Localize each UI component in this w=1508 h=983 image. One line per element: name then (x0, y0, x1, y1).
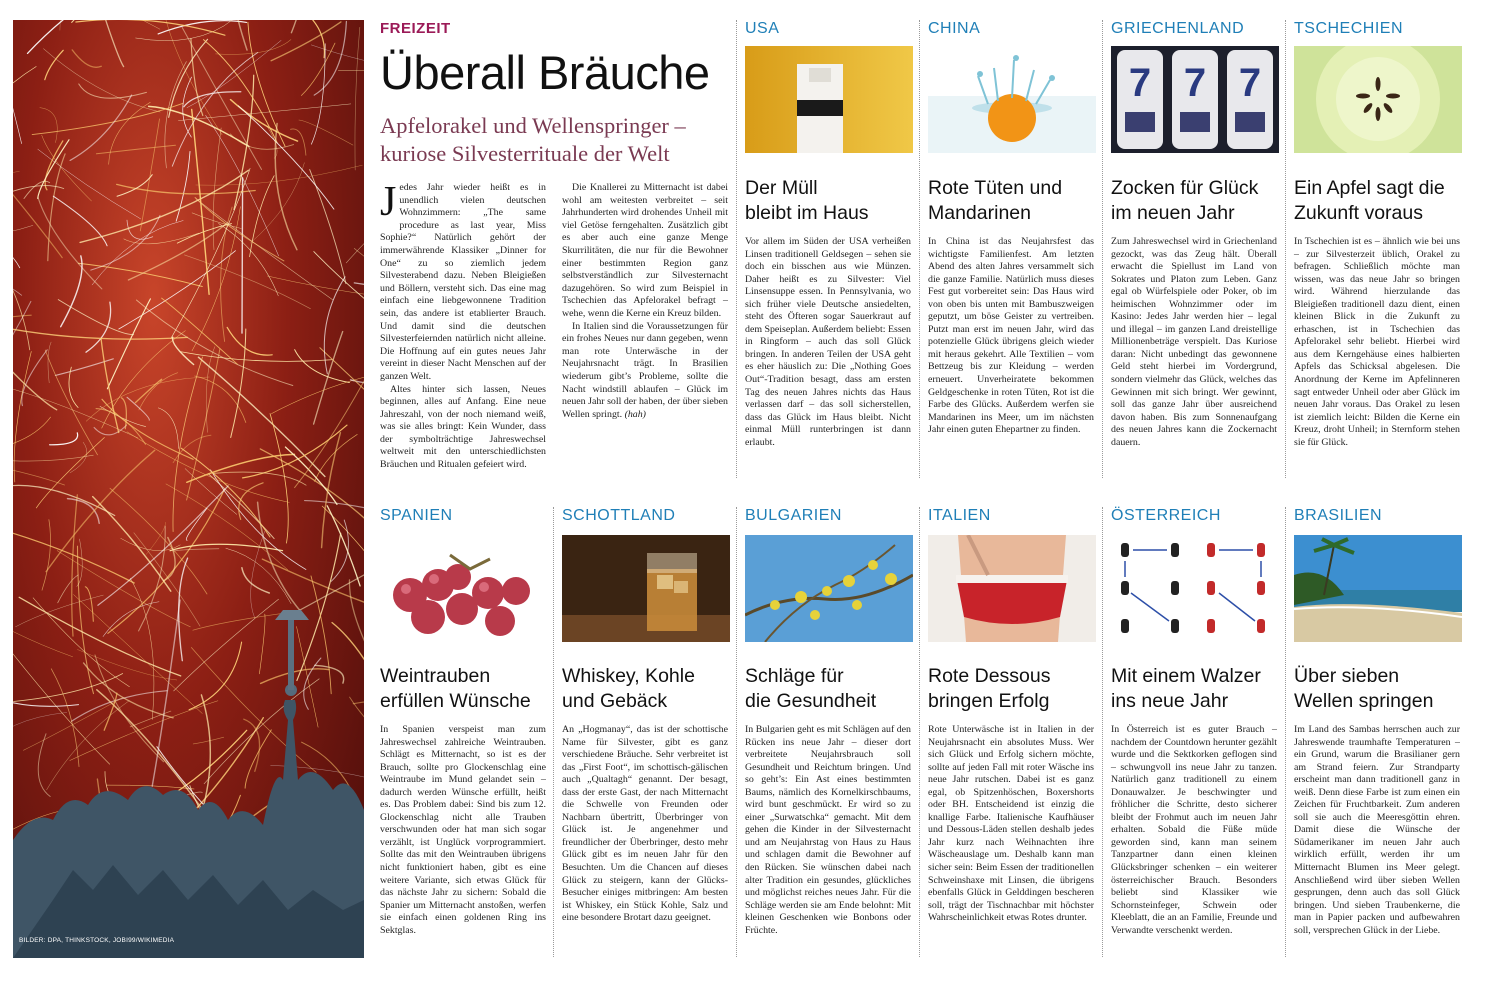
firework-streak (74, 595, 203, 714)
item-title-griechenland: Zocken für Glück im neuen Jahr (1111, 177, 1259, 224)
intro-paragraph-1: edes Jahr wieder heißt es in unendlich vielen deutschen Wohnzimmern: „The same procedure as last year, Miss Sophie?“ Natürlich gehört der immerwährende Klassiker „Dinner for One“ zu so ziemlich jedem Silvesterabend dazu. Neben Bleigießen und Böllern, versteht sich. Das eine mag einfach eine liebgewonnene Tradition sein, das andere ist etablierter Brauch. Und damit sind die deutschen Silvesterfeiernden natürlich nicht alleine. Die Hoffnung auf ein gutes neues Jahr vereint in dieser Nacht Menschen auf der ganzen Welt. (380, 182, 546, 382)
firework-streak (128, 223, 227, 280)
section-label: FREIZEIT (380, 20, 451, 37)
firework-streak (48, 342, 51, 383)
firework-streak (130, 711, 171, 727)
column-divider (1285, 20, 1286, 478)
column-divider (1285, 507, 1286, 957)
item-title-china: Rote Tüten und Mandarinen (928, 177, 1063, 224)
firework-streak (109, 102, 151, 164)
firework-streak (350, 697, 364, 743)
firework-streak (230, 134, 293, 149)
country-label-tschechien: TSCHECHIEN (1294, 20, 1404, 37)
firework-streak (45, 50, 63, 79)
firework-streak (13, 327, 188, 340)
firework-streak (127, 220, 153, 239)
country-label-schottland: SCHOTTLAND (562, 507, 676, 524)
firework-streak (13, 712, 67, 750)
firework-streak (127, 432, 289, 503)
firework-streak (13, 241, 20, 268)
firework-streak (158, 408, 178, 449)
firework-streak (158, 21, 246, 34)
firework-streak (13, 458, 65, 485)
firework-streak (193, 737, 224, 744)
firework-streak (13, 255, 22, 296)
firework-streak (149, 106, 249, 146)
firework-streak (176, 152, 190, 222)
firework-streak (119, 251, 236, 329)
firework-streak (349, 580, 364, 679)
red-underwear-photo (928, 535, 1096, 642)
firework-streak (22, 350, 47, 406)
firework-streak (250, 163, 304, 243)
item-body-tschechien: In Tschechien ist es – ähnlich wie bei uns – zur Silvesterzeit üblich, Orakel zu befragen. Schließlich möchte man wissen, was das neue Jahr so bringen wird. Während hierzulande das Bleigießen traditionell dazu dient, einen kleinen Blick in die Zukunft zu erhaschen, ist in Tschechien das Apfelorakel sehr beliebt. Hierbei wird aus dem Kerngehäuse eines halbierten Apfels das Schicksal abgelesen. Die Anordnung der Kerne im Apfelinneren sagt entweder Unheil oder aber Glück im neuen Jahr voraus. Das Orakel zu lesen ist ziemlich leicht: Bilden die Kerne ein Kreuz, droht Unheil; in Sternform stehen sie für Glück. (1294, 236, 1460, 448)
cornel-branch-photo (745, 535, 913, 642)
firework-streak (196, 165, 362, 185)
firework-streak (86, 302, 111, 352)
firework-streak (185, 255, 311, 309)
country-label-brasilien: BRASILIEN (1294, 507, 1383, 524)
firework-streak (354, 248, 364, 283)
firework-streak (13, 315, 31, 354)
firework-streak (293, 20, 325, 58)
firework-streak (102, 20, 124, 67)
firework-streak (13, 225, 33, 235)
firework-streak (69, 367, 78, 407)
item-body-schottland: An „Hogmanay“, das ist der schottische Name für Silvester, gibt es ganz verschiedene Bräuche. Sehr verbreitet ist das „First Foot“, im schottisch-gälischen auch „Qualtagh“ genannt. Der besagt, dass der erste Gast, der nach Mitternacht die Schwelle von Freunden oder Nachbarn übertritt, Überbringer von Glück ist. Je angenehmer und freundlicher der Überbringer, desto mehr Glück gibt es im neuen Jahr für den Besuchten. Um die Chancen auf dieses Glück zu steigern, kann der Glücks-Besucher einiges mitbringen: Am besten ist Whiskey, ein Stück Kohle, Salz und eine besondere Brotart dazu geeignet. (562, 724, 728, 924)
trash-bin-photo (745, 46, 913, 153)
firework-streak (44, 49, 161, 112)
country-label-oesterreich: ÖSTERREICH (1111, 507, 1221, 524)
firework-streak (72, 50, 101, 67)
fireworks-illustration (13, 20, 364, 958)
firework-streak (169, 39, 208, 117)
firework-streak (271, 22, 341, 61)
firework-streak (324, 277, 345, 374)
firework-streak (38, 149, 141, 219)
firework-streak (174, 549, 219, 552)
firework-streak (231, 100, 298, 142)
firework-streak (275, 124, 297, 250)
item-title-bulgarien: Schläge für die Gesundheit (745, 665, 877, 712)
firework-streak (227, 327, 272, 355)
firework-streak (85, 587, 93, 622)
column-divider (1102, 507, 1103, 957)
page-headline: Überall Bräuche (380, 46, 710, 99)
firework-streak (51, 669, 79, 767)
firework-streak (122, 398, 127, 429)
firework-streak (97, 145, 176, 154)
country-label-italien: ITALIEN (928, 507, 991, 524)
firework-streak (50, 433, 78, 445)
firework-streak (135, 379, 161, 402)
mandarin-splash-photo (928, 46, 1096, 153)
item-title-brasilien: Über sieben Wellen springen (1294, 665, 1434, 712)
item-title-usa: Der Müll bleibt im Haus (745, 177, 869, 224)
firework-streak (315, 434, 358, 481)
firework-streak (192, 207, 240, 351)
firework-streak (13, 417, 51, 449)
firework-streak (139, 373, 178, 410)
firework-streak (91, 215, 160, 270)
firework-streak (14, 351, 31, 482)
slot-machine-photo (1111, 46, 1279, 153)
intro-paragraph-2: Altes hinter sich lassen, Neues beginnen, alles auf Anfang. Eine neue Jahreszahl, von der noch niemand weiß, was sie alles bringt: Kein Wunder, dass der symbolträchtige Jahreswechsel weltweit mit den unterschiedlichsten Bräuchen und Ritualen gefeiert wird. (380, 383, 546, 471)
firework-streak (140, 119, 159, 231)
firework-streak (191, 38, 203, 115)
firework-streak (354, 283, 364, 295)
firework-streak (291, 20, 306, 33)
intro-paragraph-4: In Italien sind die Voraussetzungen für ein frohes Neues nur dann gegeben, wenn man rote Unterwäsche in der Neujahrsnacht trägt. In Brasilien wiederum gibt’s Probleme, sollte die Nacht windstill ablaufen – Glück im neuen Jahr soll der haben, der über sieben Wellen springt. (562, 320, 728, 420)
firework-streak (13, 186, 64, 192)
firework-streak (195, 198, 284, 261)
whiskey-glass-photo (562, 535, 730, 642)
beach-photo (1294, 535, 1462, 642)
firework-streak (173, 357, 203, 532)
firework-streak (332, 623, 364, 677)
firework-streak (200, 695, 211, 820)
item-body-oesterreich: In Österreich ist es guter Brauch – nachdem der Countdown herunter gezählt wurde und die Sektkorken geflogen sind – schwungvoll ins neue Jahr zu tanzen. Natürlich ganz traditionell zu einem Donauwalzer. Je beschwingter und fröhlicher die Schritte, desto sicherer bleibt der Frohmut auch im neuen Jahr erhalten. Sobald die Füße müde geworden sind, kann man seinem Tanzpartner dann einen kleinen Glücksbringer schenken – ein weiterer österreichischer Brauch. Besonders beliebt sind Klassiker wie Schornsteinfeger, Schwein oder Kleeblatt, die an an Familie, Freunde und Verwandte verschenkt werden. (1111, 724, 1277, 936)
firework-streak (297, 627, 319, 728)
firework-streak (186, 508, 207, 540)
firework-streak (130, 578, 154, 719)
firework-streak (46, 450, 155, 571)
firework-streak (38, 197, 102, 289)
apple-slice-photo (1294, 46, 1462, 153)
firework-streak (261, 669, 330, 684)
hero-fireworks-photo (13, 20, 364, 958)
firework-streak (80, 170, 248, 242)
item-title-italien: Rote Dessous bringen Erfolg (928, 665, 1051, 712)
firework-streak (242, 178, 243, 333)
firework-streak (311, 45, 364, 79)
firework-streak (291, 129, 306, 155)
item-title-schottland: Whiskey, Kohle und Gebäck (562, 665, 695, 712)
dropcap: J (380, 179, 397, 225)
item-body-bulgarien: In Bulgarien geht es mit Schlägen auf den Rücken ins neue Jahr – dieser dort verbreitete Neujahrsbrauch soll Gesundheit und Reichtum bringen. Und so geht’s: Ein Ast eines bestimmten Baums, nämlich des Kornelkirschbaums, wird bunt geschmückt. Er wird so zu einer „Surwatschka“ gemacht. Mit dem gehen die Kinder in der Silvesternacht und am Neujahrstag von Haus zu Haus und schlagen damit die Bewohner auf den Rücken. Sie wünschen dabei nach alter Tradition ein gesundes, glückliches und möglichst reiches neues Jahr. Für die Schläge werden sie am Ende belohnt: Mit kleinen Geschenken wie Bonbons oder Früchte. (745, 724, 911, 936)
firework-streak (13, 485, 115, 515)
firework-streak (187, 40, 281, 107)
firework-streak (320, 348, 364, 449)
intro-paragraph-3: Die Knallerei zu Mitternacht ist dabei wohl am weitesten verbreitet – seit Jahrhunderten wird drohendes Unheil mit viel Getöse ferngehalten. Zusätzlich gibt es aber auch eine ganze Menge Skurrilitäten, die nur für die Bewohner einer bestimmten Region ganz selbstverständlich zur Silvesternacht dazugehören. So wird zum Beispiel in Tschechien das Apfelorakel befragt – wehe, wenn die Kerne ein Kreuz bilden. (562, 182, 728, 319)
country-label-griechenland: GRIECHENLAND (1111, 20, 1245, 37)
column-divider (736, 20, 737, 478)
item-title-spanien: Weintrauben erfüllen Wünsche (380, 665, 531, 712)
firework-streak (242, 568, 269, 593)
firework-streak (322, 506, 364, 622)
firework-streak (107, 299, 150, 389)
firework-streak (338, 70, 364, 97)
firework-streak (355, 27, 360, 170)
firework-streak (173, 337, 194, 364)
author-signature: (hah) (624, 408, 646, 420)
firework-streak (331, 520, 348, 581)
country-label-china: CHINA (928, 20, 981, 37)
firework-streak (108, 490, 224, 634)
firework-streak (285, 447, 337, 504)
photo-credit: BILDER: DPA, THINKSTOCK, JOBI99/WIKIMEDIA (19, 937, 175, 944)
firework-streak (229, 20, 247, 50)
item-title-oesterreich: Mit einem Walzer ins neue Jahr (1111, 665, 1261, 712)
country-label-usa: USA (745, 20, 780, 37)
intro-column-1 (380, 179, 546, 472)
firework-streak (179, 558, 188, 661)
svg-text:7: 7 (1183, 61, 1207, 105)
firework-streak (204, 679, 319, 784)
firework-streak (47, 701, 130, 790)
firework-streak (117, 184, 256, 194)
item-body-griechenland: Zum Jahreswechsel wird in Griechenland gezockt, was das Zeug hält. Überall erwacht die Spiellust im Land von Sokrates und Platon zum Leben. Ganz egal ob Würfelspiele oder Poker, ob im heimischen Wohnzimmer oder im Kasino: Jedes Jahr werden hier – legal und illegal – im ganzen Land dreistellige Millionenbeträge verspielt. Das Kuriose daran: Nicht unbedingt das gewonnene Geld steht hierbei im Vordergrund, sondern vielmehr das Glück, welches das Gewinnen mit sich bringt. Wer gewinnt, soll das ganze Jahr über ausreichend davon haben. Bis zum Sonnenaufgang des neuen Jahres kann die Zockernacht dauern. (1111, 236, 1277, 448)
column-divider (553, 507, 554, 957)
firework-streak (53, 196, 107, 246)
firework-streak (58, 300, 133, 335)
column-divider (919, 507, 920, 957)
firework-streak (42, 520, 51, 591)
firework-streak (314, 22, 346, 96)
firework-streak (94, 425, 127, 435)
firework-streak (58, 575, 78, 603)
firework-streak (270, 414, 288, 543)
waltz-steps-diagram (1111, 535, 1279, 642)
firework-streak (79, 84, 147, 98)
page-subheadline: Apfelorakel und Wellenspringer – kuriose Silvesterrituale der Welt (380, 113, 686, 166)
firework-streak (195, 376, 246, 423)
firework-streak (259, 614, 265, 674)
country-label-spanien: SPANIEN (380, 507, 453, 524)
firework-streak (162, 298, 238, 364)
item-body-spanien: In Spanien verspeist man zum Jahreswechsel zahlreiche Weintrauben. Schlägt es Mitternacht, so ist es der Brauch, sollte pro Glockenschlag eine Weintraube im Mund gelandet sein – dadurch werden Wünsche erfüllt, heißt es. Das Problem dabei: Sind bis zum 12. Glockenschlag nicht alle Trauben verschwunden oder hat man sich sogar verzählt, ist Unglück vorprogrammiert. Sollte das mit den Weintrauben übrigens nicht funktioniert haben, gibt es eine weitere Variante, sich etwas Glück für das nächste Jahr zu sichern: Sobald die Spanier um Mitternacht anstoßen, werfen sie einfach einen goldenen Ring ins Sektglas. (380, 724, 546, 936)
firework-streak (136, 300, 292, 386)
firework-streak (152, 600, 180, 786)
item-body-italien: Rote Unterwäsche ist in Italien in der Neujahrsnacht ein absolutes Muss. Wer sich Glück und Erfolg sichern möchte, sollte auf jeden Fall mit roter Wäsche ins neue Jahr rutschen. Dabei ist es ganz egal, ob Spitzenhöschen, Boxershorts oder BH. Entscheidend ist einzig die knallige Farbe. Italienische Kaufhäuser und Dessous-Läden stellen deshalb jedes Jahr kurz nach Weihnachten ihre Wäscheauslage um. Deshalb kann man sicher sein: Beim Essen der traditionellen Schweinshaxe mit Linsen, die übrigens ebenfalls Glück in Gelddingen bescheren soll, trägt der Tischnachbar mit höchster Wahrscheinlichkeit etwas Rotes drunter. (928, 724, 1094, 924)
firework-streak (238, 106, 334, 209)
item-body-brasilien: Im Land des Sambas herrschen auch zur Jahreswende traumhafte Temperaturen – ein Grund, warum die Brasilianer gern am Strand feiern. Zur Strandparty erscheint man dann traditionell ganz in weiß. Denn diese Farbe ist zum einen ein Zeichen für Fruchtbarkeit. Zum anderen soll sie auch die Meeresgöttin ehren. Damit diese die Wünsche der Südamerikaner im neuen Jahr auch wirklich erfüllt, werden ihr um Mitternacht Blumen ins Meer gelegt. Anschließend wird über sieben Wellen gesprungen, denn auch das soll Glück bringen. Und sieben Traubenkerne, die man in Papier packen und aufbewahren soll, versprechen Glück in der Liebe. (1294, 724, 1460, 936)
country-label-bulgarien: BULGARIEN (745, 507, 842, 524)
firework-streak (101, 338, 119, 432)
item-body-china: In China ist das Neujahrsfest das wichtigste Familienfest. Am letzten Abend des alten Jahres versammelt sich die ganze Familie. Natürlich muss dieses Fest gut vorbereitet sein: Das Haus wird von oben bis unten mit Bambuszweigen geputzt, um böse Geister zu vertreiben. Putzt man erst im neuen Jahr, wird das potenzielle Glück übrigens gleich wieder mit heraus gekehrt. Alle Textilien – vom Bettzeug bis zur Kleidung – werden erneuert. Unverheiratete bekommen Geldgeschenke in roten Tüten, Rot ist die Farbe des Glücks. Außerdem werfen sie Mandarinen ins Meer, um im nächsten Jahr einen guten Ehepartner zu finden. (928, 236, 1094, 436)
firework-streak (192, 213, 241, 229)
column-divider (736, 507, 737, 957)
svg-text:7: 7 (1238, 61, 1262, 105)
firework-streak (231, 329, 246, 438)
firework-streak (310, 170, 346, 284)
svg-text:7: 7 (1128, 61, 1152, 105)
firework-streak (206, 347, 215, 433)
firework-streak (72, 495, 78, 636)
firework-streak (86, 377, 209, 421)
firework-streak (226, 548, 291, 603)
firework-streak (262, 559, 364, 622)
firework-streak (299, 120, 353, 145)
firework-streak (295, 350, 350, 383)
firework-streak (61, 256, 82, 327)
firework-streak (314, 332, 343, 425)
firework-streak (250, 176, 275, 257)
firework-streak (13, 685, 79, 706)
item-body-usa: Vor allem im Süden der USA verheißen Linsen traditionell Geldsegen – sehen sie doch ein bisschen aus wie Münzen. Daher heißt es zu Silvester: Viel Linsensuppe essen. In Pennsylvania, wo sich früher viele Deutsche ansiedelten, steht des Öfteren sogar Sauerkraut auf dem Speiseplan. Außerdem beliebt: Essen in Ringform – auch das soll Glück bringen. In anderen Teilen der USA geht es eher häuslich zu: Die „Nothing Goes Out“-Tradition besagt, dass am ersten Tag des neuen Jahres nichts das Haus verlassen darf – das soll sicherstellen, dass das Glück im Haus bleibt. Nicht einmal Müll runterbringen ist dann erlaubt. (745, 236, 911, 448)
firework-streak (13, 171, 19, 175)
firework-streak (19, 597, 181, 676)
firework-streak (21, 20, 160, 29)
grapes-photo (380, 535, 548, 642)
item-title-tschechien: Ein Apfel sagt die Zukunft voraus (1294, 177, 1445, 224)
firework-streak (33, 598, 129, 687)
column-divider (1102, 20, 1103, 478)
column-divider (919, 20, 920, 478)
intro-column-2 (562, 182, 728, 421)
